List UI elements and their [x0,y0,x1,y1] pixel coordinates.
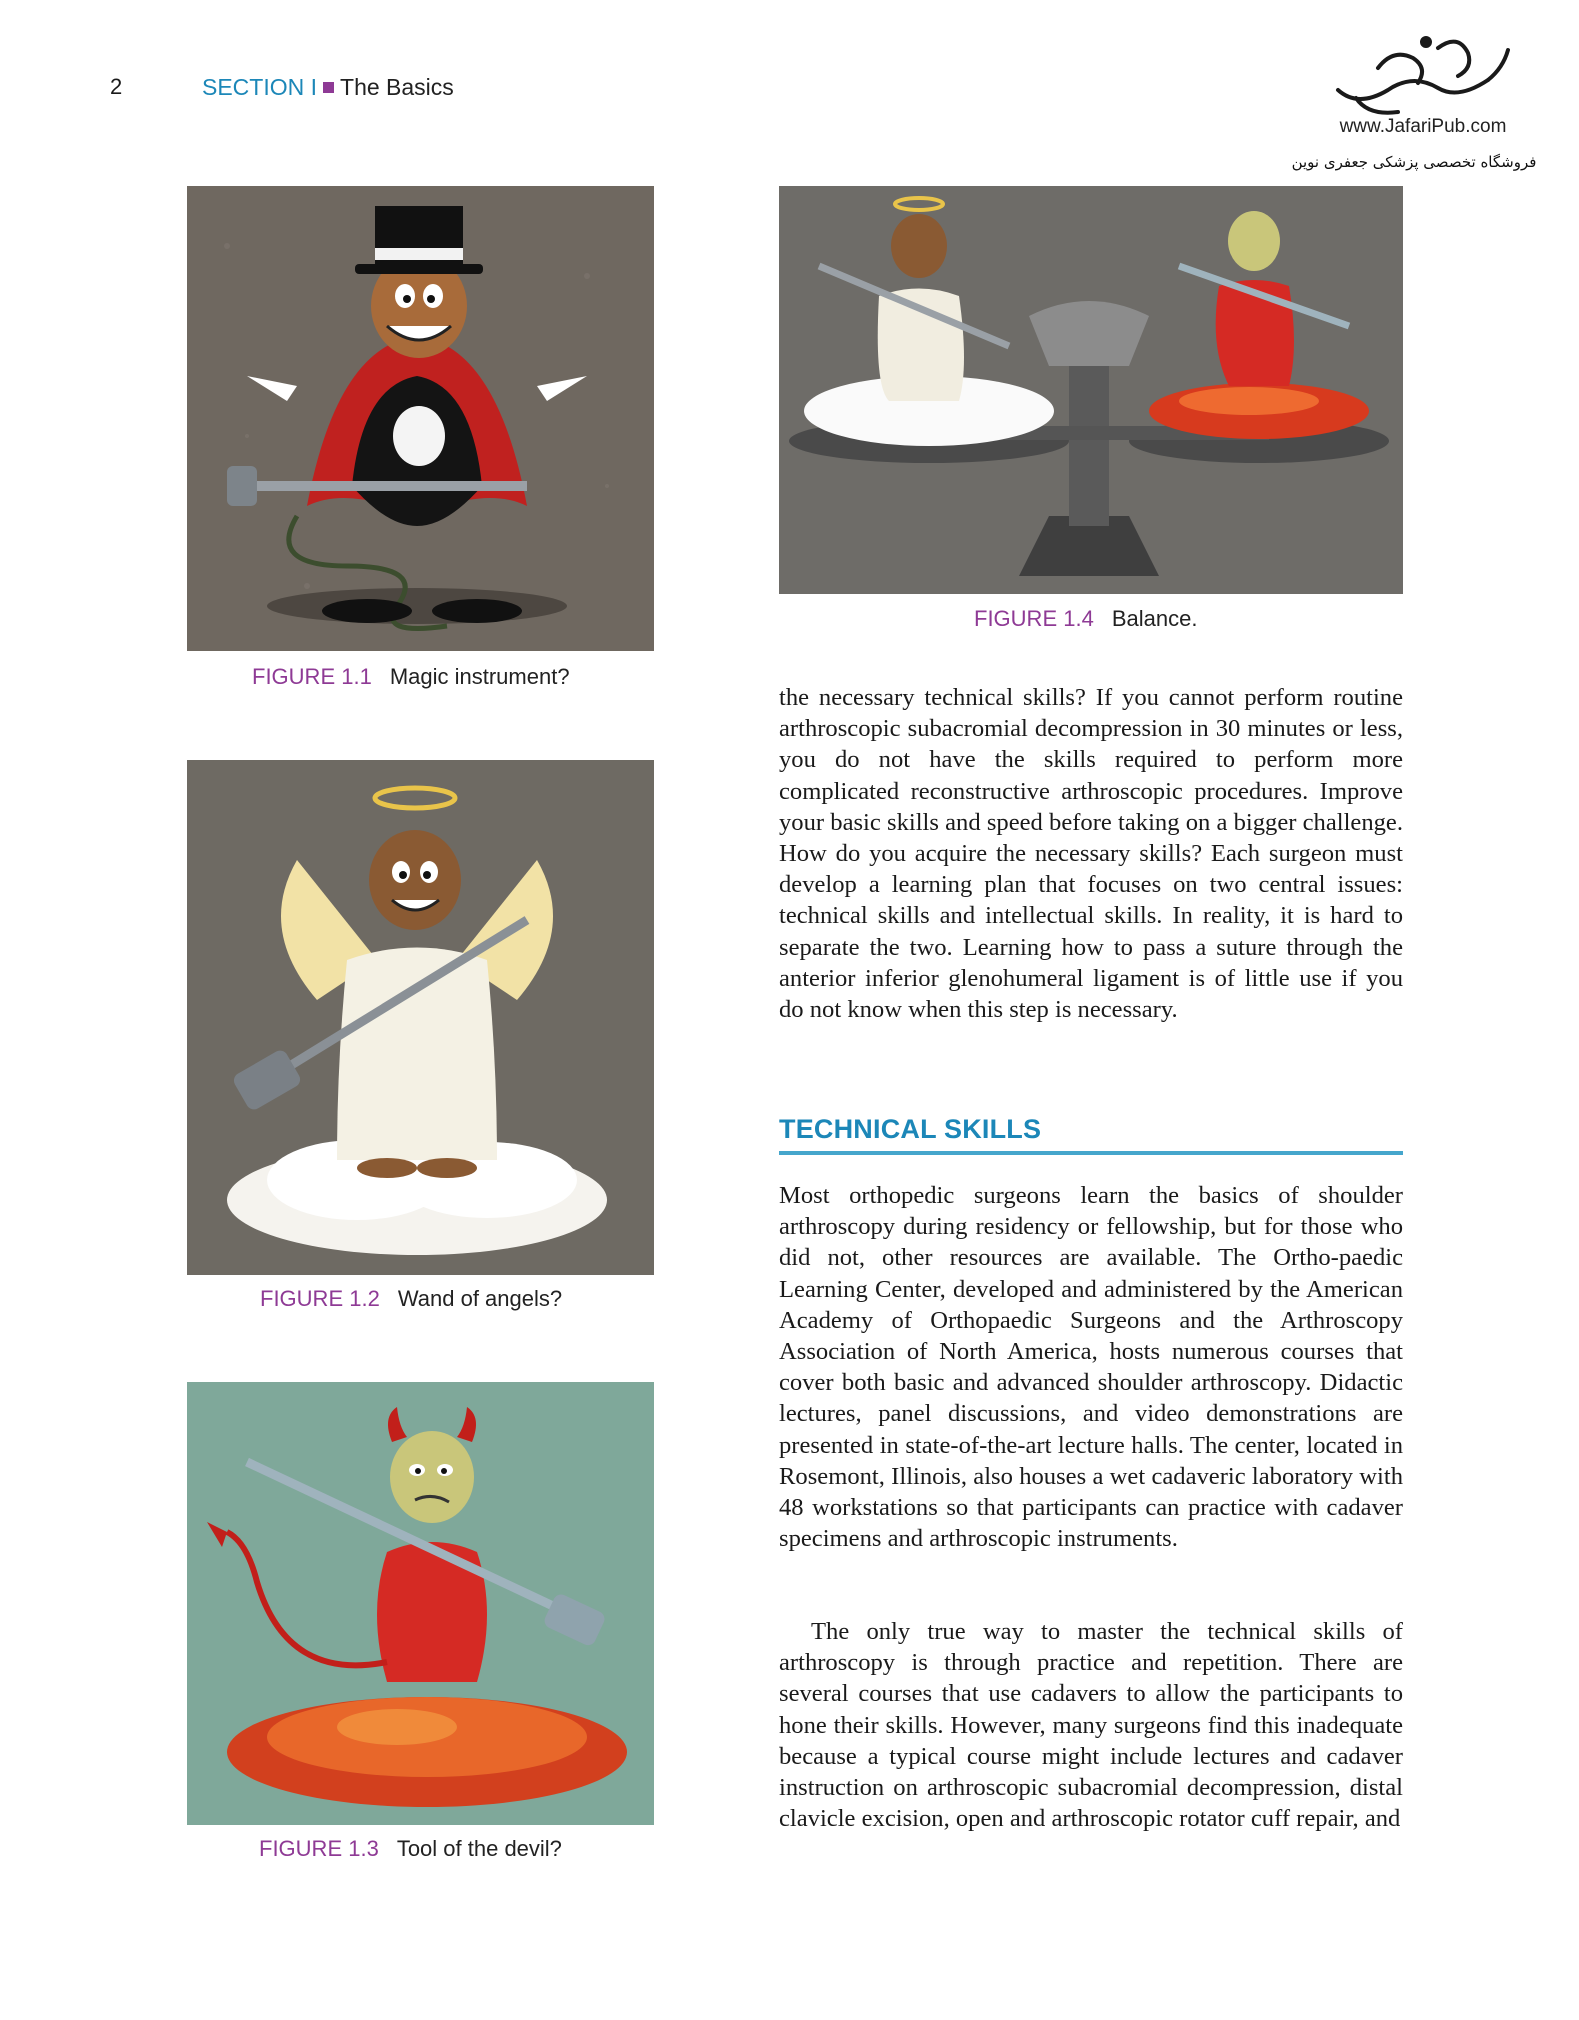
figure-1-2-image [187,760,654,1275]
section-title: The Basics [340,74,454,100]
section-label: SECTION I [202,74,318,100]
figure-1-1-caption [252,664,570,690]
figure-1-3-caption [259,1836,562,1862]
section-heading: TECHNICAL SKILLS [779,1114,1403,1155]
figure-label: FIGURE 1.1 [252,664,372,689]
figure-1-2-caption [260,1286,562,1312]
figure-caption-text: Tool of the devil? [396,1836,562,1861]
technical-paragraph-2 [779,1616,1403,1834]
figure-label: FIGURE 1.4 [974,606,1094,631]
figure-1-1-image [187,186,654,651]
paragraph-text: The only true way to master the technical skills of arthroscopy is through practice and repetition. There are several courses that use cadavers to allow the participants to hone their skills. However, many surgeons find this inadequate because a typical course might include lectures and cadaver instruction on arthroscopic subacromial decompression, distal clavicle excision, open and arthroscopic rotator cuff repair, and [779,1618,1403,1833]
figure-caption-text: Wand of angels? [397,1286,563,1311]
square-bullet-icon [323,82,334,93]
figure-label: FIGURE 1.3 [259,1836,379,1861]
figure-1-3-image [187,1382,654,1825]
figure-caption-text: Balance. [1111,606,1198,631]
intro-paragraph [779,682,1403,1025]
figure-caption-text: Magic instrument? [389,664,570,689]
running-head [202,74,454,101]
figure-1-4-caption [974,606,1197,632]
paragraph-text: Most orthopedic surgeons learn the basics of shoulder arthroscopy during residency or fellowship, but for those who did not, other resources are available. The Ortho-paedic Learning Center, developed and administered by the American Academy of Orthopaedic Surgeons and the Arthroscopy Association of North America, hosts numerous courses that cover both basic and advanced shoulder arthroscopy. Didactic lectures, panel discussions, and video demonstrations are presented in state-of-the-art lecture halls. The center, located in Rosemont, Illinois, also houses a wet cadaveric laboratory with 48 workstations so that participants can practice with cadaver specimens and arthroscopic instruments. [779,1182,1403,1553]
publisher-url: www.JafariPub.com [1339,116,1507,137]
figure-1-4-image [779,186,1403,594]
paragraph-text: the necessary technical skills? If you cannot perform routine arthroscopic subacromial decompression in 30 minutes or less, you do not have the skills required to perform more complicated reconstructive arthroscopic procedures. Improve your basic skills and speed before taking on a bigger challenge. How do you acquire the necessary skills? Each surgeon must develop a learning plan that focuses on two central issues: technical skills and intellectual skills. In reality, it is hard to separate the two. Learning how to pass a suture through the anterior inferior glenohumeral ligament is of little use if you do not know when this step is necessary. [779,684,1403,1024]
technical-paragraph-1 [779,1180,1403,1554]
figure-label: FIGURE 1.2 [260,1286,380,1311]
publisher-tagline: فروشگاه تخصصی پزشکی جعفری نوین [1291,153,1537,171]
page-number: 2 [110,74,123,99]
